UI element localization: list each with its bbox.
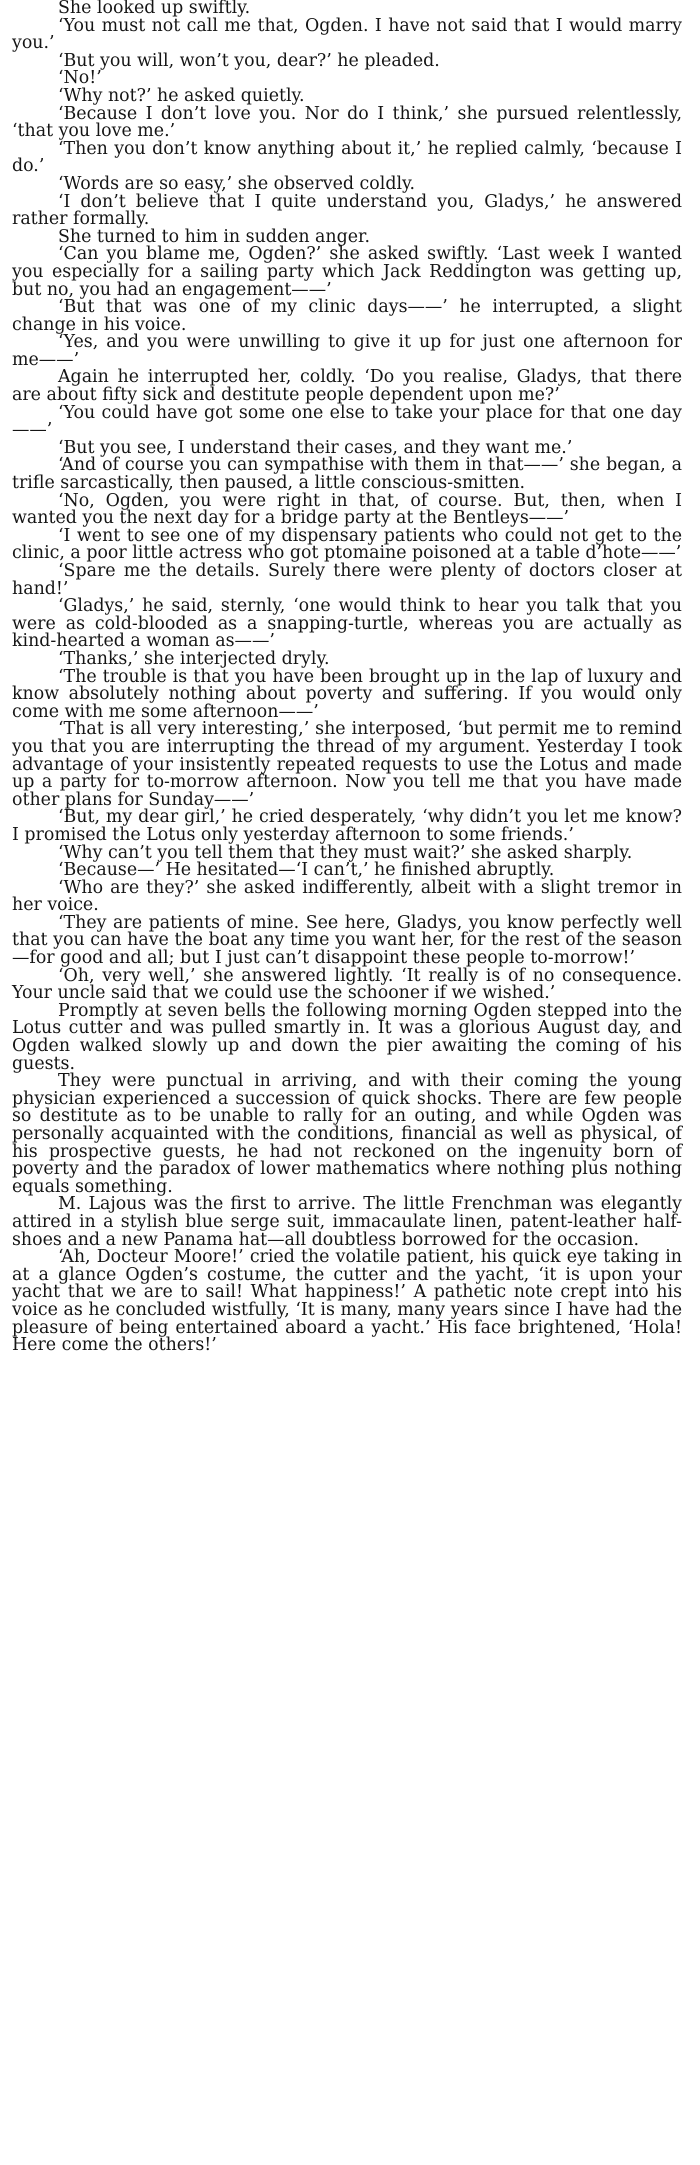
paragraph: ‘They are patients of mine. See here, Gladys, you know perfectly well that you can have the boat any time you want her, for the rest of the season—for good and all; but I just can’t disappoint these people to-morrow!’ bbox=[12, 912, 682, 969]
paragraph: ‘Then you don’t know anything about it,’ he replied calmly, ‘because I do.’ bbox=[12, 138, 682, 177]
paragraph: ‘Why can’t you tell them that they must wait?’ she asked sharply. bbox=[58, 842, 633, 863]
paragraph: M. Lajous was the first to arrive. The little Frenchman was elegantly attired in a stylish blue serge suit, immacaulate linen, patent-leather half-shoes and a new Panama hat—all doubtless borrowed for the occasion. bbox=[12, 1194, 682, 1250]
paragraph: ‘Spare me the details. Surely there were plenty of doctors closer at hand!’ bbox=[12, 561, 682, 599]
paragraph: She turned to him in sudden anger. bbox=[58, 226, 370, 247]
paragraph: ‘Thanks,’ she interjected dryly. bbox=[58, 648, 330, 669]
paragraph: They were punctual in arriving, and with their coming the young physician experienced a succession of quick shocks. There are few people so destitute as to be unable to rally for an outing, and while Ogden was personally acquainted with the conditions, financial as well as physical, of his prospective guests, he had not reckoned on the ingenuity born of poverty and the paradox of lower mathematics where nothing plus nothing equals something. bbox=[12, 1071, 682, 1197]
paragraph: ‘No, Ogden, you were right in that, of course. But, then, when I wanted you the next day for a bridge party at the Bentleys——’ bbox=[12, 490, 682, 529]
paragraph: Again he interrupted her, coldly. ‘Do you realise, Gladys, that there are about fifty sick and destitute people dependent upon me?’ bbox=[12, 367, 682, 406]
paragraph: ‘You could have got some one else to take your place for that one day——’ bbox=[12, 402, 682, 441]
paragraph: ‘No!’ bbox=[58, 68, 102, 89]
paragraph: ‘Because I don’t love you. Nor do I think,’ she pursued relentlessly, ‘that you love me.’ bbox=[12, 103, 682, 142]
paragraph: ‘That is all very interesting,’ she interposed, ‘but permit me to remind you that you are interrupting the thread of my argument. Yesterday I took advantage of your insistently repeated requests to use the Lotus and made up a party for to-morrow afternoon. Now you tell me that you have made other plans for Sunday——’ bbox=[12, 719, 682, 810]
paragraph: ‘I went to see one of my dispensary patients who could not get to the clinic, a poor little actress who got ptomaine poisoned at a table d’hote——’ bbox=[12, 525, 682, 564]
paragraph: ‘Why not?’ he asked quietly. bbox=[58, 85, 305, 106]
paragraph: ‘Oh, very well,’ she answered lightly. ‘It really is of no consequence. Your uncle said that we could use the schooner if we wished.’ bbox=[12, 965, 682, 1004]
paragraph: ‘Ah, Docteur Moore!’ cried the volatile patient, his quick eye taking in at a glance Ogden’s costume, the cutter and the yacht, ‘it is upon your yacht that we are to sail! What happiness!’ A pathetic note crept into his voice as he concluded wistfully, ‘It is many, many years since I have had the pleasure of being entertained aboard a yacht.’ His face brightened, ‘Hola! Here come the others!’ bbox=[12, 1247, 682, 1356]
paragraph: ‘But you see, I understand their cases, and they want me.’ bbox=[58, 437, 573, 458]
paragraph: Promptly at seven bells the following morning Ogden stepped into the Lotus cutter and was pulled smartly in. It was a glorious August day, and Ogden walked slowly up and down the pier awaiting the coming of his guests. bbox=[12, 1000, 682, 1074]
paragraph: ‘But you will, won’t you, dear?’ he pleaded. bbox=[58, 50, 440, 71]
paragraph: ‘You must not call me that, Ogden. I have not said that I would marry you.’ bbox=[12, 15, 682, 54]
paragraph: ‘Gladys,’ he said, sternly, ‘one would think to hear you talk that you were as cold-blooded as a snapping-turtle, whereas you are actually as kind-hearted a woman as——’ bbox=[12, 596, 682, 652]
paragraph: ‘But, my dear girl,’ he cried desperately, ‘why didn’t you let me know? I promised the Lotus only yesterday afternoon to some friends.’ bbox=[12, 807, 682, 845]
paragraph: ‘And of course you can sympathise with them in that——’ she began, a trifle sarcastically, then paused, a little conscious-smitten. bbox=[12, 455, 682, 494]
paragraph: ‘Can you blame me, Ogden?’ she asked swiftly. ‘Last week I wanted you especially for a sailing party which Jack Reddington was getting up, but no, you had an engagement——’ bbox=[12, 244, 682, 300]
paragraph: ‘Yes, and you were unwilling to give it up for just one afternoon for me——’ bbox=[12, 332, 682, 370]
paragraph: She looked up swiftly. bbox=[58, 0, 251, 18]
paragraph: ‘Who are they?’ she asked indifferently, albeit with a slight tremor in her voice. bbox=[12, 877, 682, 916]
paragraph: ‘Because—’ He hesitated—‘I can’t,’ he finished abruptly. bbox=[58, 860, 555, 881]
paragraph: ‘But that was one of my clinic days——’ he interrupted, a slight change in his voice. bbox=[12, 297, 682, 335]
paragraph: ‘I don’t believe that I quite understand you, Gladys,’ he answered rather formally. bbox=[12, 191, 682, 230]
paragraph: ‘Words are so easy,’ she observed coldly. bbox=[58, 173, 416, 194]
paragraph: ‘The trouble is that you have been brought up in the lap of luxury and know absolutely nothing about poverty and suffering. If you would only come with me some afternoon——’ bbox=[12, 666, 682, 722]
